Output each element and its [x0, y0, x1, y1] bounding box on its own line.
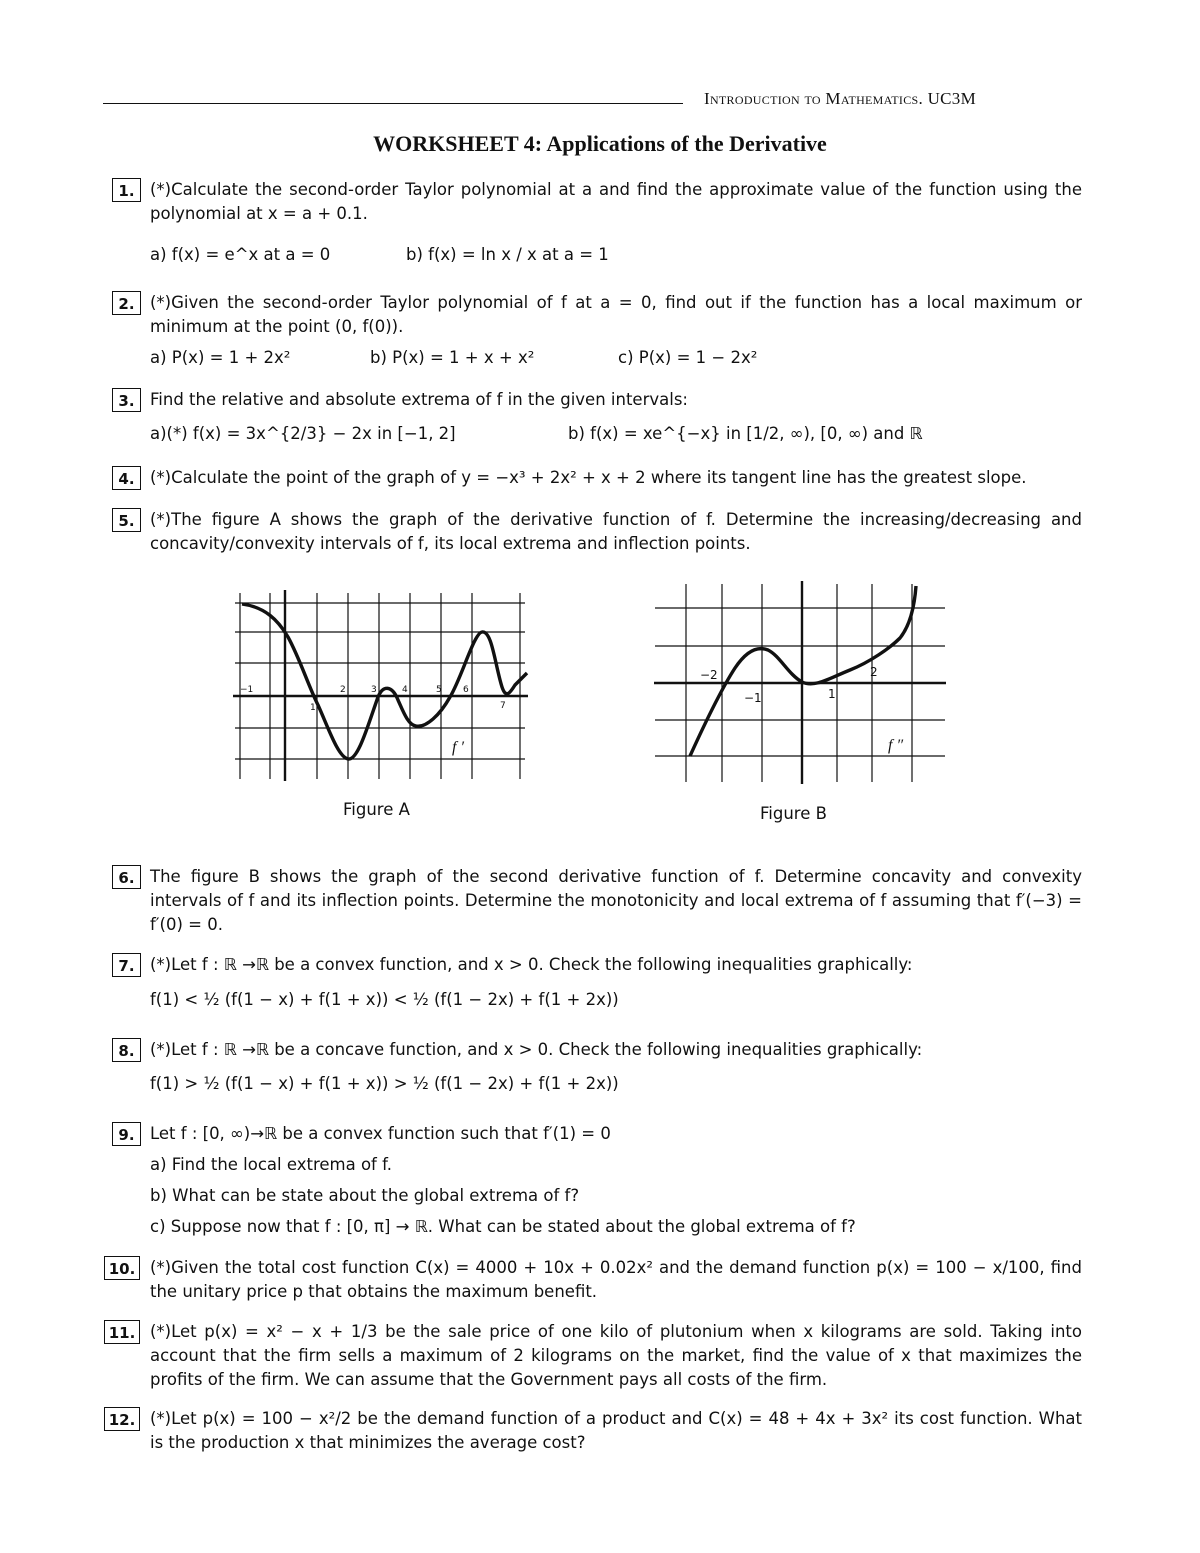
- tick-label: 4: [402, 685, 408, 695]
- problem-part: b) P(x) = 1 + x + x²: [370, 348, 535, 367]
- tick-label: −1: [240, 685, 254, 695]
- problem-part: b) f(x) = xe^{−x} in [1/2, ∞), [0, ∞) and ℝ: [568, 424, 923, 443]
- problem-2: [112, 291, 1082, 339]
- problem-number: 5.: [112, 508, 141, 532]
- curve-label: f ′: [452, 739, 464, 756]
- tick-label: 5: [436, 685, 442, 695]
- problem-8: [112, 1038, 1082, 1062]
- problem-number: 9.: [112, 1122, 141, 1146]
- problem-text: (*)Let p(x) = x² − x + 1/3 be the sale price of one kilo of plutonium when x kilograms are sold. Taking into account that the firm sells a maximum of 2 kilograms on the market, find the value of x that maximizes the profits of the firm. We can assume that the Government pays all costs of the firm.: [150, 1322, 1082, 1389]
- tick-label: −2: [700, 668, 718, 682]
- problem-text: The figure B shows the graph of the second derivative function of f. Determine concavity and convexity intervals of f and its inflection points. Determine the monotonicity and local extrema of f assuming that f′(−3) = f′(0) = 0.: [150, 867, 1082, 934]
- problem-5: [112, 508, 1082, 556]
- header-title: Introduction to Mathematics. UC3M: [704, 89, 977, 108]
- problem-text: (*)Given the second-order Taylor polynomial of f at a = 0, find out if the function has a local maximum or minimum at the point (0, f(0)).: [150, 293, 1082, 336]
- tick-label: 1: [828, 687, 836, 701]
- problem-part: a) P(x) = 1 + 2x²: [150, 348, 291, 367]
- problem-text: (*)Let p(x) = 100 − x²/2 be the demand function of a product and C(x) = 48 + 4x + 3x² its cost function. What is the production x that minimizes the average cost?: [150, 1409, 1082, 1452]
- problem-7: [112, 953, 1082, 977]
- problem-number: 10.: [104, 1256, 140, 1280]
- problem-part: a)(*) f(x) = 3x^{2/3} − 2x in [−1, 2]: [150, 424, 456, 443]
- problem-9: [112, 1122, 1082, 1146]
- problem-number: 1.: [112, 178, 141, 202]
- problem-4: [112, 466, 1082, 490]
- problem-formula: f(1) > ½ (f(1 − x) + f(1 + x)) > ½ (f(1 − 2x) + f(1 + 2x)): [150, 1074, 619, 1093]
- problem-text: Find the relative and absolute extrema of f in the given intervals:: [150, 390, 688, 409]
- problem-text: (*)Let f : ℝ →ℝ be a concave function, and x > 0. Check the following inequalities graphically:: [150, 1040, 923, 1059]
- curve-label: f ″: [888, 737, 904, 754]
- problem-number: 3.: [112, 388, 141, 412]
- problem-1: [112, 178, 1082, 226]
- page-title: WORKSHEET 4: Applications of the Derivative: [373, 131, 827, 156]
- problem-11: [108, 1320, 1082, 1392]
- tick-label: −1: [744, 691, 762, 705]
- problem-text: (*)Calculate the point of the graph of y = −x³ + 2x² + x + 2 where its tangent line has the greatest slope.: [150, 468, 1027, 487]
- problem-part: b) What can be state about the global extrema of f?: [150, 1186, 580, 1205]
- problem-number: 2.: [112, 291, 141, 315]
- tick-label: 2: [340, 685, 346, 695]
- problem-text: (*)Calculate the second-order Taylor polynomial at a and find the approximate value of the function using the polynomial at x = a + 0.1.: [150, 180, 1082, 223]
- problem-part: b) f(x) = ln x / x at a = 1: [406, 245, 609, 264]
- figure-a: [230, 585, 535, 785]
- problem-text: Let f : [0, ∞)→ℝ be a convex function such that f′(1) = 0: [150, 1124, 611, 1143]
- problem-formula: f(1) < ½ (f(1 − x) + f(1 + x)) < ½ (f(1 − 2x) + f(1 + 2x)): [150, 990, 619, 1009]
- figure-b: [650, 578, 950, 786]
- tick-label: 1: [310, 703, 316, 713]
- problem-text: (*)Let f : ℝ →ℝ be a convex function, and x > 0. Check the following inequalities graphically:: [150, 955, 913, 974]
- problem-number: 11.: [104, 1320, 140, 1344]
- problem-number: 7.: [112, 953, 141, 977]
- problem-part: c) P(x) = 1 − 2x²: [618, 348, 758, 367]
- problem-part: a) f(x) = e^x at a = 0: [150, 245, 331, 264]
- problem-text: (*)The figure A shows the graph of the derivative function of f. Determine the increasing/decreasing and concavity/convexity intervals of f, its local extrema and inflection points.: [150, 510, 1082, 553]
- problem-part: a) Find the local extrema of f.: [150, 1155, 392, 1174]
- problem-6: [112, 865, 1082, 937]
- problem-number: 8.: [112, 1038, 141, 1062]
- problem-12: [108, 1407, 1082, 1455]
- tick-label: 2: [870, 665, 878, 679]
- problem-number: 6.: [112, 865, 141, 889]
- problem-number: 4.: [112, 466, 141, 490]
- tick-label: 6: [463, 685, 469, 695]
- tick-label: 3: [371, 685, 377, 695]
- header-rule: [103, 103, 683, 104]
- problem-10: [108, 1256, 1082, 1304]
- problem-number: 12.: [104, 1407, 140, 1431]
- problem-text: (*)Given the total cost function C(x) = 4000 + 10x + 0.02x² and the demand function p(x) = 100 − x/100, find the unitary price p that obtains the maximum benefit.: [150, 1258, 1082, 1301]
- tick-label: 7: [500, 701, 506, 711]
- figure-b-caption: Figure B: [760, 804, 827, 823]
- figure-a-caption: Figure A: [343, 800, 410, 819]
- problem-3: [112, 388, 1082, 412]
- problem-part: c) Suppose now that f : [0, π] → ℝ. What can be stated about the global extrema of f?: [150, 1217, 856, 1236]
